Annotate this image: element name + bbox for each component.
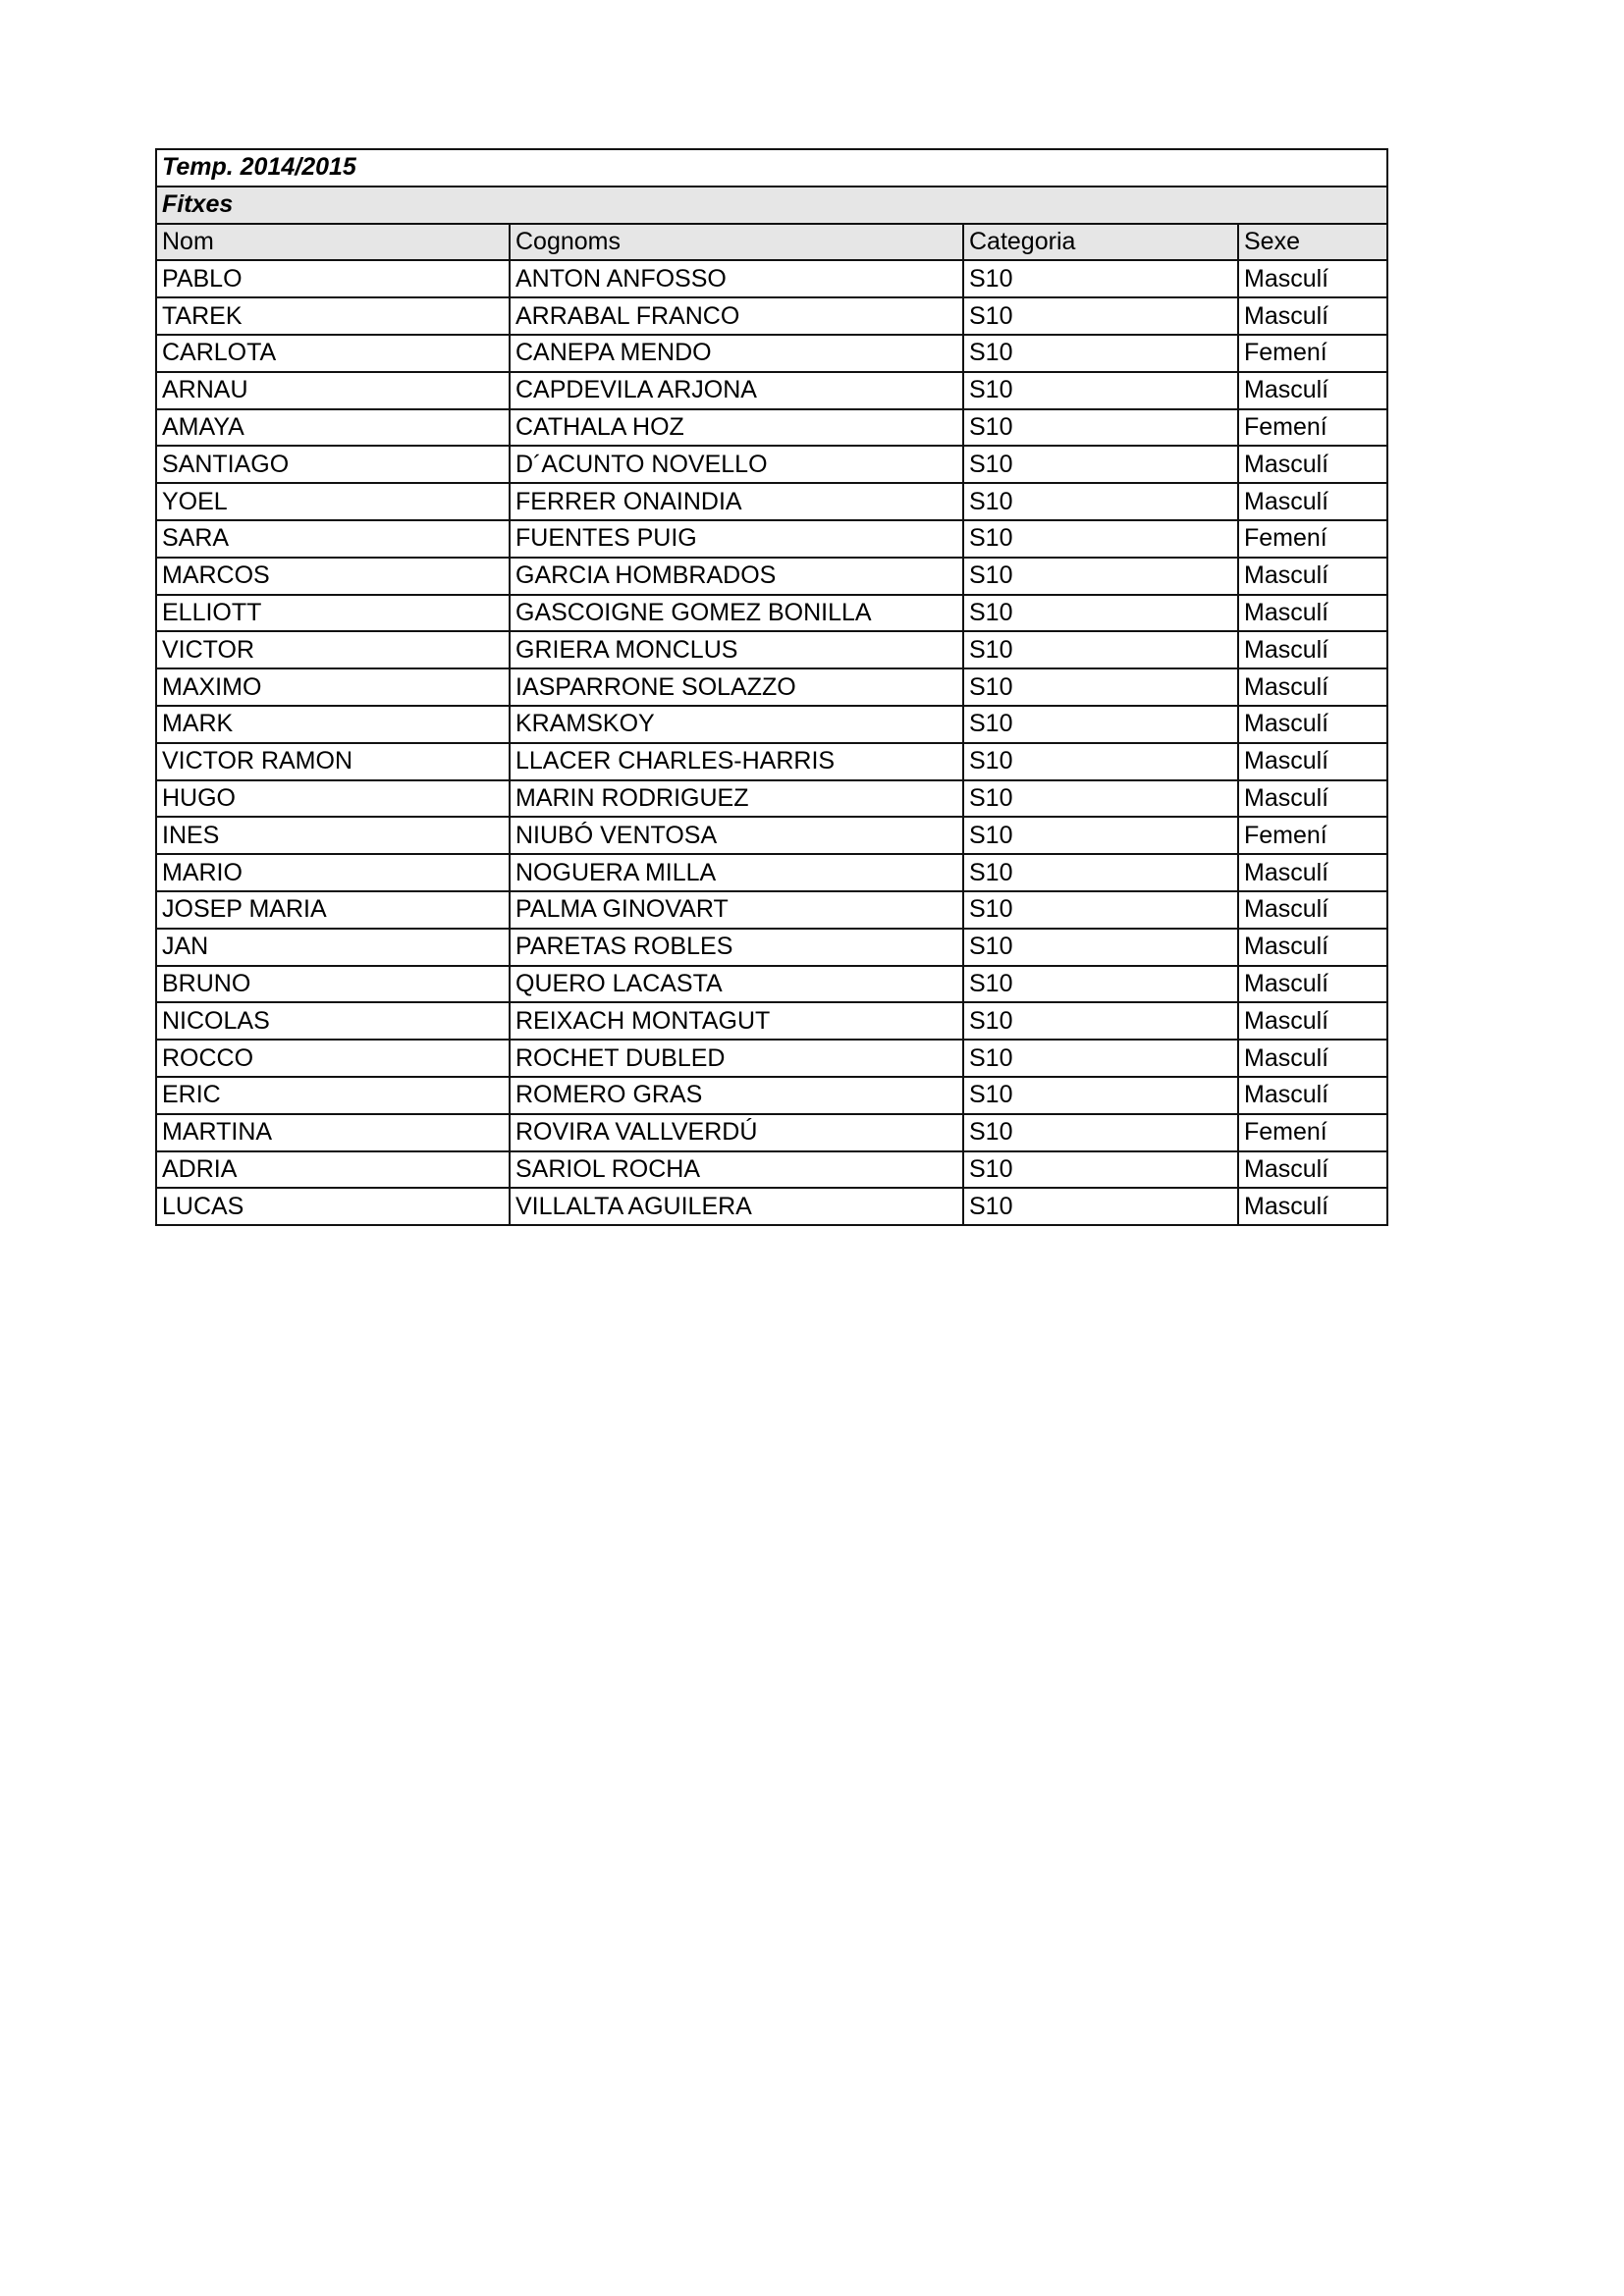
table-row (156, 780, 1387, 818)
cell-categoria: S10 (963, 817, 1238, 854)
cell-categoria: S10 (963, 668, 1238, 706)
table-row (156, 1002, 1387, 1040)
cell-sexe: Masculí (1238, 595, 1387, 632)
cell-categoria: S10 (963, 631, 1238, 668)
cell-sexe: Masculí (1238, 780, 1387, 818)
cell-sexe: Masculí (1238, 891, 1387, 929)
table-row (156, 372, 1387, 409)
cell-nom: LUCAS (156, 1188, 510, 1225)
cell-categoria: S10 (963, 1002, 1238, 1040)
cell-sexe: Masculí (1238, 446, 1387, 483)
table-row (156, 446, 1387, 483)
section-title: Fitxes (156, 187, 1387, 224)
table-row (156, 1040, 1387, 1077)
cell-sexe: Masculí (1238, 1002, 1387, 1040)
cell-categoria: S10 (963, 558, 1238, 595)
cell-categoria: S10 (963, 483, 1238, 520)
cell-categoria: S10 (963, 409, 1238, 447)
table-row (156, 631, 1387, 668)
cell-sexe: Masculí (1238, 966, 1387, 1003)
cell-nom: BRUNO (156, 966, 510, 1003)
cell-categoria: S10 (963, 780, 1238, 818)
cell-cognoms: CANEPA MENDO (510, 335, 963, 372)
cell-cognoms: SARIOL ROCHA (510, 1151, 963, 1189)
cell-categoria: S10 (963, 260, 1238, 297)
cell-cognoms: GARCIA HOMBRADOS (510, 558, 963, 595)
cell-nom: JAN (156, 929, 510, 966)
cell-categoria: S10 (963, 297, 1238, 335)
column-header-nom: Nom (156, 224, 510, 261)
cell-sexe: Masculí (1238, 1077, 1387, 1114)
table-row (156, 743, 1387, 780)
table-row (156, 595, 1387, 632)
cell-cognoms: FERRER ONAINDIA (510, 483, 963, 520)
cell-nom: ROCCO (156, 1040, 510, 1077)
cell-sexe: Femení (1238, 817, 1387, 854)
cell-categoria: S10 (963, 929, 1238, 966)
table-row (156, 929, 1387, 966)
cell-sexe: Masculí (1238, 372, 1387, 409)
cell-categoria: S10 (963, 1040, 1238, 1077)
cell-nom: MAXIMO (156, 668, 510, 706)
cell-categoria: S10 (963, 743, 1238, 780)
cell-nom: HUGO (156, 780, 510, 818)
cell-nom: ADRIA (156, 1151, 510, 1189)
cell-sexe: Masculí (1238, 706, 1387, 743)
cell-nom: NICOLAS (156, 1002, 510, 1040)
table-row (156, 297, 1387, 335)
cell-cognoms: ROMERO GRAS (510, 1077, 963, 1114)
table-row (156, 409, 1387, 447)
roster-table (155, 148, 1388, 1226)
table-row (156, 891, 1387, 929)
cell-cognoms: CATHALA HOZ (510, 409, 963, 447)
season-title-row (156, 149, 1387, 187)
table-row (156, 1188, 1387, 1225)
cell-cognoms: QUERO LACASTA (510, 966, 963, 1003)
column-header-sexe: Sexe (1238, 224, 1387, 261)
cell-nom: YOEL (156, 483, 510, 520)
cell-sexe: Masculí (1238, 558, 1387, 595)
cell-sexe: Masculí (1238, 1188, 1387, 1225)
cell-cognoms: ANTON ANFOSSO (510, 260, 963, 297)
column-header-row (156, 224, 1387, 261)
cell-sexe: Masculí (1238, 1040, 1387, 1077)
cell-cognoms: KRAMSKOY (510, 706, 963, 743)
section-title-row (156, 187, 1387, 224)
table-row (156, 335, 1387, 372)
cell-categoria: S10 (963, 520, 1238, 558)
cell-nom: VICTOR (156, 631, 510, 668)
cell-nom: CARLOTA (156, 335, 510, 372)
cell-categoria: S10 (963, 1188, 1238, 1225)
cell-cognoms: PARETAS ROBLES (510, 929, 963, 966)
cell-nom: VICTOR RAMON (156, 743, 510, 780)
cell-cognoms: ROCHET DUBLED (510, 1040, 963, 1077)
cell-sexe: Masculí (1238, 929, 1387, 966)
cell-cognoms: LLACER CHARLES-HARRIS (510, 743, 963, 780)
cell-cognoms: D´ACUNTO NOVELLO (510, 446, 963, 483)
cell-cognoms: GRIERA MONCLUS (510, 631, 963, 668)
cell-cognoms: CAPDEVILA ARJONA (510, 372, 963, 409)
cell-categoria: S10 (963, 335, 1238, 372)
cell-nom: SANTIAGO (156, 446, 510, 483)
cell-cognoms: MARIN RODRIGUEZ (510, 780, 963, 818)
cell-categoria: S10 (963, 372, 1238, 409)
table-row (156, 668, 1387, 706)
table-row (156, 260, 1387, 297)
cell-cognoms: GASCOIGNE GOMEZ BONILLA (510, 595, 963, 632)
cell-categoria: S10 (963, 595, 1238, 632)
cell-sexe: Femení (1238, 520, 1387, 558)
cell-categoria: S10 (963, 446, 1238, 483)
cell-cognoms: NIUBÓ VENTOSA (510, 817, 963, 854)
cell-nom: TAREK (156, 297, 510, 335)
cell-sexe: Masculí (1238, 743, 1387, 780)
cell-sexe: Masculí (1238, 483, 1387, 520)
table-row (156, 1114, 1387, 1151)
cell-nom: MARTINA (156, 1114, 510, 1151)
cell-categoria: S10 (963, 1114, 1238, 1151)
cell-categoria: S10 (963, 706, 1238, 743)
cell-categoria: S10 (963, 891, 1238, 929)
column-header-categoria: Categoria (963, 224, 1238, 261)
table-row (156, 966, 1387, 1003)
cell-nom: INES (156, 817, 510, 854)
cell-sexe: Masculí (1238, 854, 1387, 891)
cell-cognoms: VILLALTA AGUILERA (510, 1188, 963, 1225)
cell-cognoms: NOGUERA MILLA (510, 854, 963, 891)
cell-nom: MARCOS (156, 558, 510, 595)
cell-sexe: Femení (1238, 409, 1387, 447)
cell-sexe: Masculí (1238, 297, 1387, 335)
cell-cognoms: ARRABAL FRANCO (510, 297, 963, 335)
cell-nom: ERIC (156, 1077, 510, 1114)
cell-nom: ARNAU (156, 372, 510, 409)
cell-nom: MARK (156, 706, 510, 743)
table-row (156, 1077, 1387, 1114)
table-row (156, 706, 1387, 743)
cell-cognoms: ROVIRA VALLVERDÚ (510, 1114, 963, 1151)
table-row (156, 817, 1387, 854)
cell-cognoms: REIXACH MONTAGUT (510, 1002, 963, 1040)
roster-table-body (156, 149, 1387, 1225)
cell-cognoms: PALMA GINOVART (510, 891, 963, 929)
cell-nom: AMAYA (156, 409, 510, 447)
cell-categoria: S10 (963, 854, 1238, 891)
cell-cognoms: IASPARRONE SOLAZZO (510, 668, 963, 706)
cell-sexe: Masculí (1238, 668, 1387, 706)
cell-nom: PABLO (156, 260, 510, 297)
cell-nom: ELLIOTT (156, 595, 510, 632)
cell-nom: SARA (156, 520, 510, 558)
table-row (156, 1151, 1387, 1189)
cell-sexe: Femení (1238, 335, 1387, 372)
season-title: Temp. 2014/2015 (156, 149, 1387, 187)
cell-sexe: Masculí (1238, 260, 1387, 297)
table-row (156, 483, 1387, 520)
cell-categoria: S10 (963, 1077, 1238, 1114)
cell-nom: JOSEP MARIA (156, 891, 510, 929)
table-row (156, 854, 1387, 891)
cell-sexe: Masculí (1238, 631, 1387, 668)
table-row (156, 558, 1387, 595)
cell-categoria: S10 (963, 966, 1238, 1003)
cell-nom: MARIO (156, 854, 510, 891)
column-header-cognoms: Cognoms (510, 224, 963, 261)
table-row (156, 520, 1387, 558)
cell-cognoms: FUENTES PUIG (510, 520, 963, 558)
cell-categoria: S10 (963, 1151, 1238, 1189)
cell-sexe: Masculí (1238, 1151, 1387, 1189)
cell-sexe: Femení (1238, 1114, 1387, 1151)
